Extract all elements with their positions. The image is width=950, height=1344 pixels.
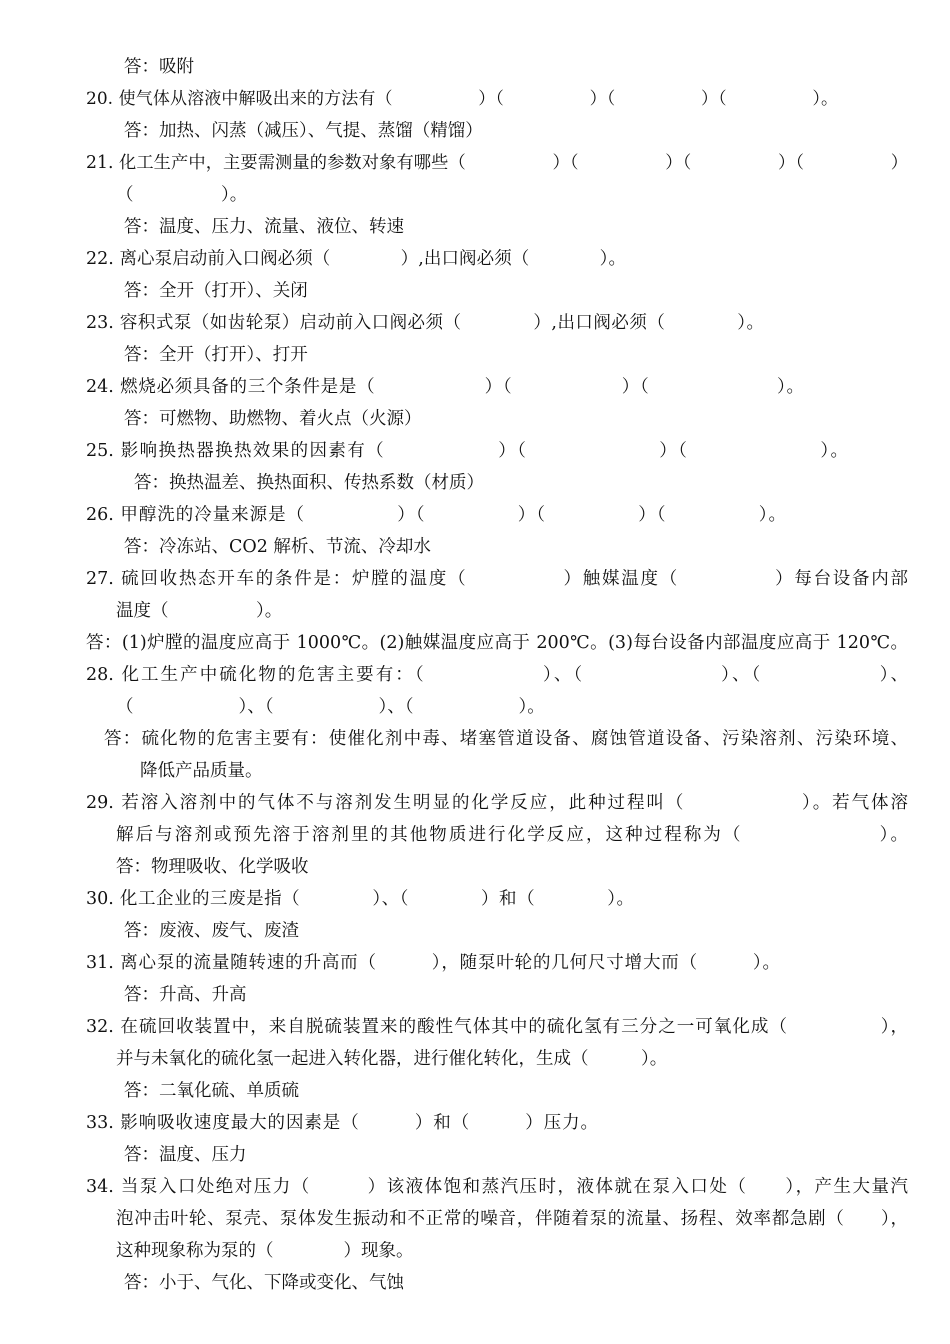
question-34-cont2: 这种现象称为泵的（ ）现象。	[116, 1241, 414, 1261]
question-28: 28. 化工生产中硫化物的危害主要有：（ ）、（ ）、（ ）、	[86, 665, 908, 685]
answer-30: 答：废液、废气、废渣	[124, 921, 299, 941]
question-34-cont: 泡冲击叶轮、泵壳、泵体发生振动和不正常的噪音，伴随着泵的流量、扬程、效率都急剧（ ），	[116, 1209, 908, 1229]
answer-32: 答：二氧化硫、单质硫	[124, 1081, 299, 1101]
question-30: 30. 化工企业的三废是指（ ）、（ ）和（ ）。	[86, 889, 634, 909]
question-27-cont: 温度（ ）。	[116, 601, 283, 621]
question-25: 25. 影响换热器换热效果的因素有（ ）（ ）（ ）。	[86, 441, 848, 461]
question-32: 32. 在硫回收装置中，来自脱硫装置来的酸性气体其中的硫化氢有三分之一可氧化成（ ），	[86, 1017, 908, 1037]
answer-19: 答：吸附	[124, 57, 194, 77]
question-27: 27. 硫回收热态开车的条件是：炉膛的温度（ ）触媒温度（ ）每台设备内部	[86, 569, 908, 589]
answer-24: 答：可燃物、助燃物、着火点（火源）	[124, 409, 422, 429]
answer-25: 答：换热温差、换热面积、传热系数（材质）	[134, 473, 484, 493]
question-28-cont: （ ）、（ ）、（ ）。	[116, 697, 545, 717]
question-20: 20. 使气体从溶液中解吸出来的方法有（ ）（ ）（ ）（ ）。	[86, 89, 838, 109]
question-26: 26. 甲醇洗的冷量来源是（ ）（ ）（ ）（ ）。	[86, 505, 786, 525]
question-24: 24. 燃烧必须具备的三个条件是是（ ）（ ）（ ）。	[86, 377, 804, 397]
answer-26: 答：冷冻站、CO2 解析、节流、冷却水	[124, 537, 431, 557]
answer-29: 答：物理吸收、化学吸收	[116, 857, 309, 877]
question-22: 22. 离心泵启动前入口阀必须（ ）,出口阀必须（ ）。	[86, 249, 626, 269]
question-32-cont: 并与未氧化的硫化氢一起进入转化器，进行催化转化，生成（ ）。	[116, 1049, 668, 1069]
question-33: 33. 影响吸收速度最大的因素是（ ）和（ ）压力。	[86, 1113, 598, 1133]
question-23: 23. 容积式泵（如齿轮泵）启动前入口阀必须（ ）,出口阀必须（ ）。	[86, 313, 764, 333]
question-29: 29. 若溶入溶剂中的气体不与溶剂发生明显的化学反应，此种过程叫（ ）。若气体溶	[86, 793, 908, 813]
answer-20: 答：加热、闪蒸（减压）、气提、蒸馏（精馏）	[124, 121, 483, 141]
question-31: 31. 离心泵的流量随转速的升高而（ ），随泵叶轮的几何尺寸增大而（ ）。	[86, 953, 780, 973]
question-21: 21. 化工生产中，主要需测量的参数对象有哪些（ ）（ ）（ ）（ ）	[86, 153, 908, 173]
answer-28: 答：硫化物的危害主要有：使催化剂中毒、堵塞管道设备、腐蚀管道设备、污染溶剂、污染环境、	[104, 729, 908, 749]
answer-33: 答：温度、压力	[124, 1145, 247, 1165]
question-21-cont: （ ）。	[116, 185, 248, 205]
answer-34: 答：小于、气化、下降或变化、气蚀	[124, 1273, 404, 1293]
answer-31: 答：升高、升高	[124, 985, 247, 1005]
answer-27: 答：(1)炉膛的温度应高于 1000℃。(2)触媒温度应高于 200℃。(3)每台设备内部温度应高于 120℃。	[86, 633, 908, 653]
answer-22: 答：全开（打开）、关闭	[124, 281, 308, 301]
question-34: 34. 当泵入口处绝对压力（ ）该液体饱和蒸汽压时，液体就在泵入口处（ ），产生大量汽	[86, 1177, 908, 1197]
question-29-cont: 解后与溶剂或预先溶于溶剂里的其他物质进行化学反应，这种过程称为（ ）。	[116, 825, 908, 845]
answer-23: 答：全开（打开）、打开	[124, 345, 308, 365]
answer-28-cont: 降低产品质量。	[140, 761, 263, 781]
answer-21: 答：温度、压力、流量、液位、转速	[124, 217, 404, 237]
